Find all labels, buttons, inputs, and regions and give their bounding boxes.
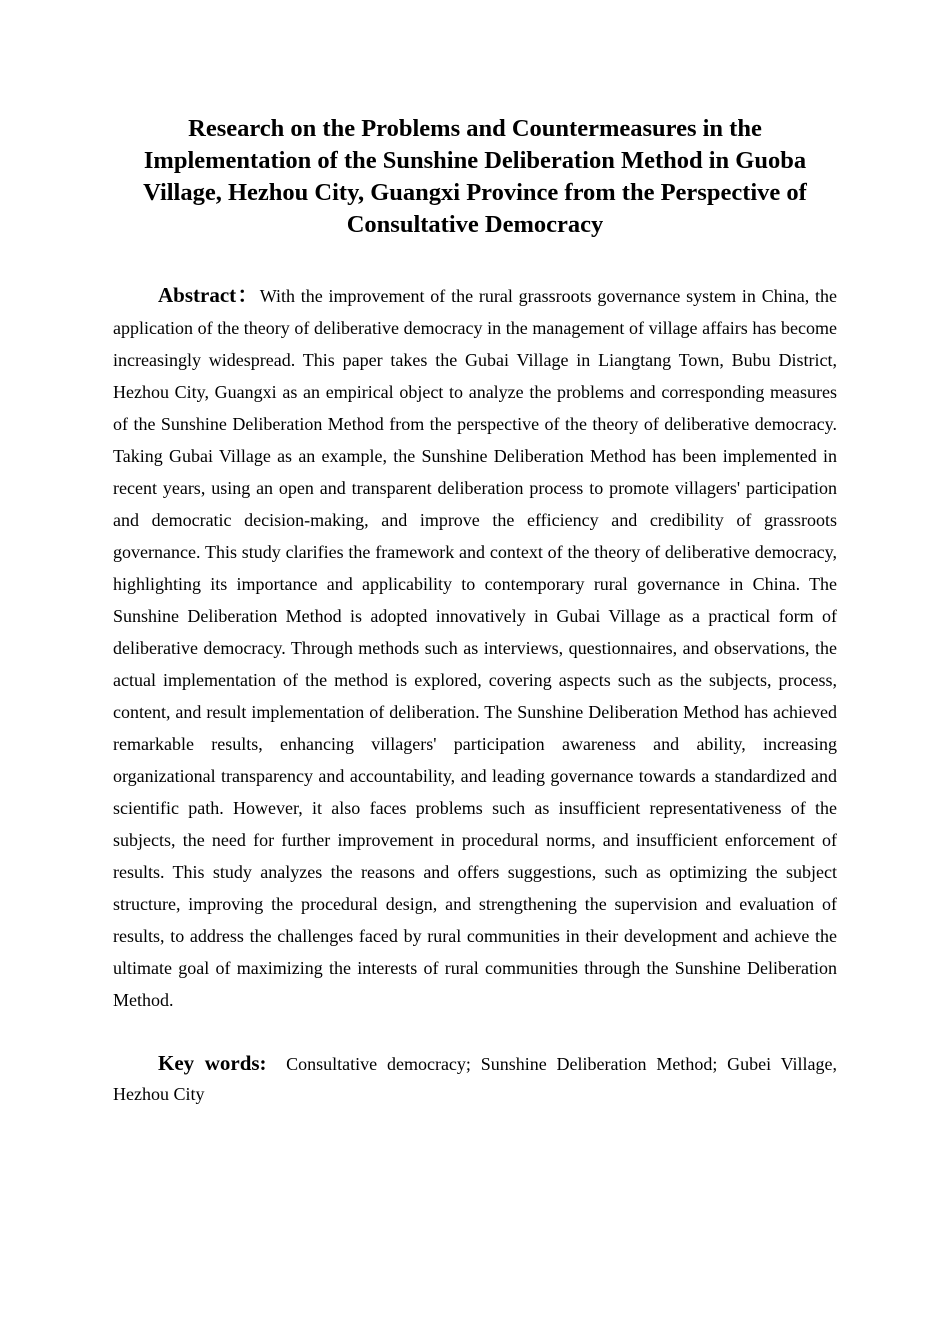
paper-title: Research on the Problems and Countermeasures in the Implementation of the Sunshine Deliberation Method in Guoba Village, Hezhou City, Guangxi Province from the Perspective of Consultative Democracy [143,115,807,238]
keywords-paragraph [113,1048,837,1109]
abstract-label: Abstract： [158,283,260,307]
abstract-paragraph [113,279,837,1016]
paper-page [113,113,837,1109]
keywords-text: Consultative democracy; Sunshine Deliberation Method; Gubei Village, Hezhou City [113,1054,837,1104]
abstract-text: With the improvement of the rural grassroots governance system in China, the application of the theory of deliberative democracy in the management of village affairs has become increasingly widespread. This paper takes the Gubai Village in Liangtang Town, Bubu District, Hezhou City, Guangxi as an empirical object to analyze the problems and corresponding measures of the Sunshine Deliberation Method from the perspective of the theory of deliberative democracy. Taking Gubai Village as an example, the Sunshine Deliberation Method has been implemented in recent years, using an open and transparent deliberation process to promote villagers' participation and democratic decision-making, and improve the efficiency and credibility of grassroots governance. This study clarifies the framework and context of the theory of deliberative democracy, highlighting its importance and applicability to contemporary rural governance in China. The Sunshine Deliberation Method is adopted innovatively in Gubai Village as a practical form of deliberative democracy. Through methods such as interviews, questionnaires, and observations, the actual implementation of the method is explored, covering aspects such as the subjects, process, content, and result implementation of deliberation. The Sunshine Deliberation Method has achieved remarkable results, enhancing villagers' participation awareness and ability, increasing organizational transparency and accountability, and leading governance towards a standardized and scientific path. However, it also faces problems such as insufficient representativeness of the subjects, the need for further improvement in procedural norms, and insufficient enforcement of results. This study analyzes the reasons and offers suggestions, such as optimizing the subject structure, improving the procedural design, and strengthening the supervision and evaluation of results, to address the challenges faced by rural communities in their development and achieve the ultimate goal of maximizing the interests of rural communities through the Sunshine Deliberation Method. [113,286,837,1010]
keywords-label: Key words: [158,1051,267,1075]
